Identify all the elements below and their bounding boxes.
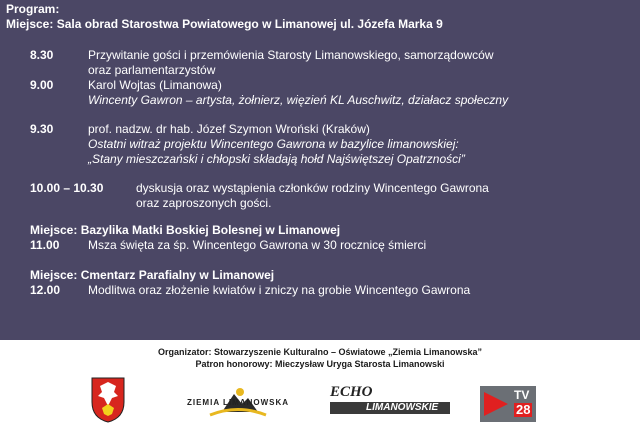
item-0930-title2: „Stany mieszczański i chłopski składają hołd Najświętszej Opatrzności” — [88, 152, 465, 166]
echo-logo-top: ECHO — [330, 384, 373, 400]
place-2: Miejsce: Bazylika Matki Boskiej Bolesnej w Limanowej — [30, 223, 341, 237]
item-1000-line2: oraz zaproszonych gości. — [136, 196, 272, 210]
tv-logo-number: 28 — [516, 402, 531, 417]
item-1200: Modlitwa oraz złożenie kwiatów i zniczy na grobie Wincentego Gawrona — [88, 283, 471, 297]
program-heading: Program: — [6, 2, 60, 16]
echo-limanowskie-logo — [330, 384, 450, 424]
item-0900-speaker: Karol Wojtas (Limanowa) — [88, 78, 222, 92]
place-3: Miejsce: Cmentarz Parafialny w Limanowej — [30, 268, 275, 282]
patron: Patron honorowy: Mieczysław Uryga Starosta Limanowski — [195, 359, 445, 369]
ziemia-logo-text: ZIEMIA LIMANOWSKA — [186, 398, 290, 407]
tv28-logo — [480, 386, 536, 422]
item-0930-title1: Ostatni witraż projektu Wincentego Gawrona w bazylice limanowskiej: — [88, 137, 459, 151]
tv-logo-text: TV — [514, 388, 530, 402]
item-0930-speaker: prof. nadzw. dr hab. Józef Szymon Wroński (Kraków) — [88, 122, 370, 136]
time-1200: 12.00 — [30, 283, 61, 297]
time-1000: 10.00 – 10.30 — [30, 181, 104, 195]
footer — [0, 340, 640, 428]
item-0830-line1: Przywitanie gości i przemówienia Starosty Limanowskiego, samorządowców — [88, 48, 494, 62]
place-1: Miejsce: Sala obrad Starostwa Powiatowego w Limanowej ul. Józefa Marka 9 — [6, 17, 443, 31]
time-1100: 11.00 — [30, 238, 60, 252]
item-0900-title: Wincenty Gawron – artysta, żołnierz, więzień KL Auschwitz, działacz społeczny — [88, 93, 509, 107]
time-0930: 9.30 — [30, 122, 54, 136]
item-1000-line1: dyskusja oraz wystąpienia członków rodziny Wincentego Gawrona — [136, 181, 489, 195]
echo-logo-bottom: LIMANOWSKIE — [366, 402, 439, 413]
coat-of-arms-icon — [90, 376, 126, 424]
item-1100: Msza święta za śp. Wincentego Gawrona w 30 rocznicę śmierci — [88, 238, 427, 252]
organizer: Organizator: Stowarzyszenie Kulturalno – Oświatowe „Ziemia Limanowska” — [157, 347, 483, 357]
item-0830-line2: oraz parlamentarzystów — [88, 63, 216, 77]
time-0830: 8.30 — [30, 48, 54, 62]
time-0900: 9.00 — [30, 78, 54, 92]
